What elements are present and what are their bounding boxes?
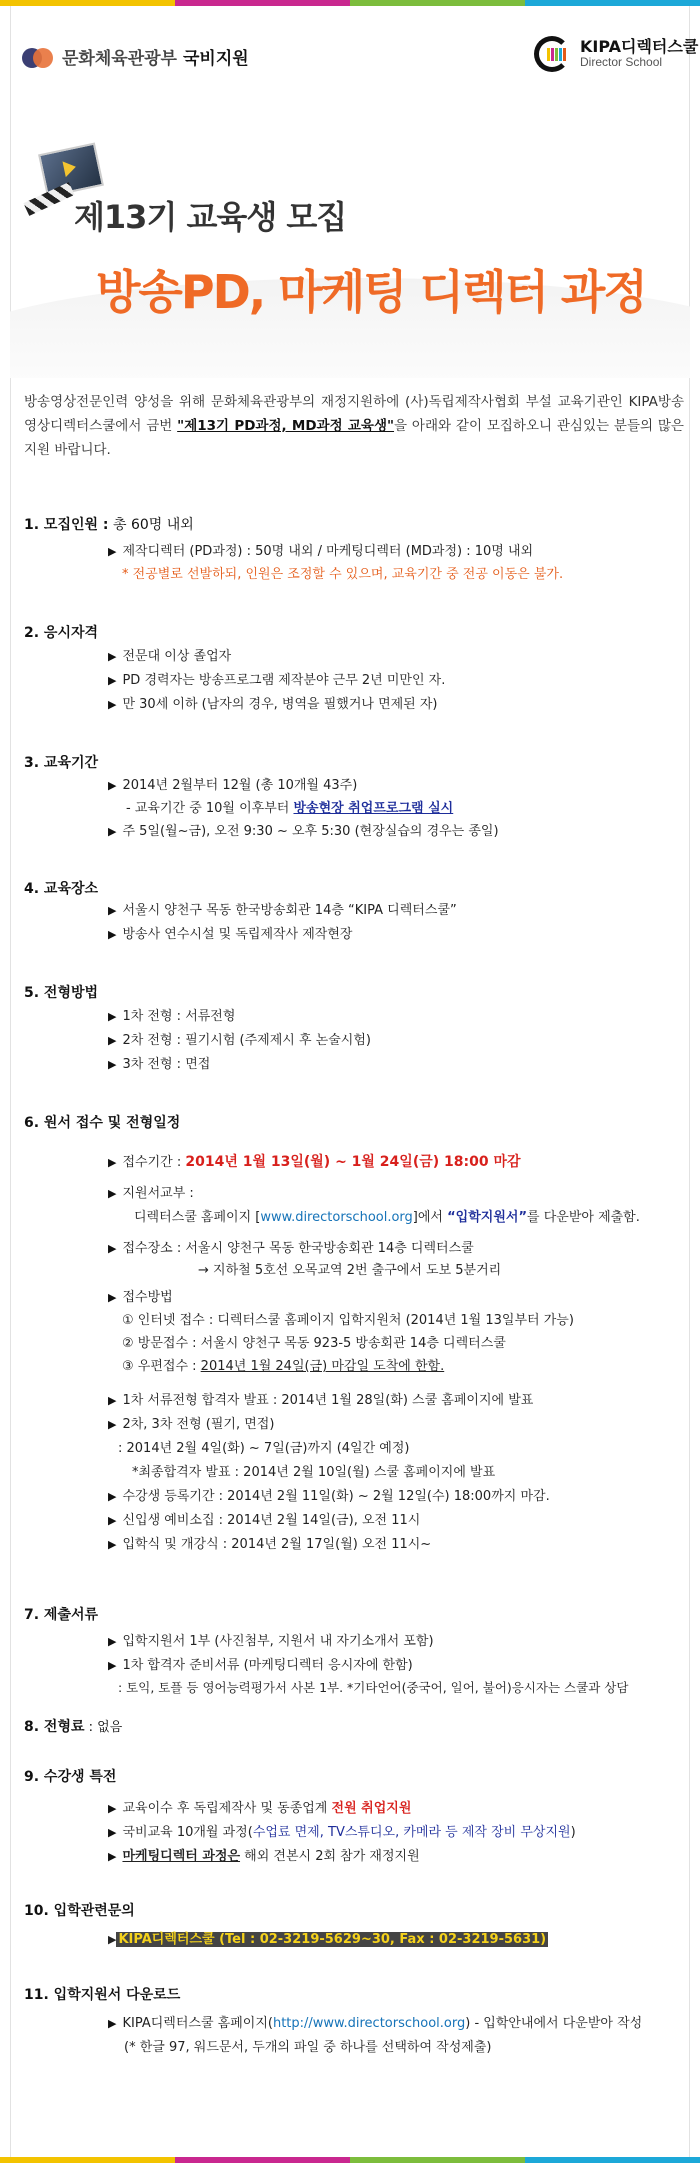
download-link[interactable]: http://www.directorschool.org	[272, 2016, 466, 2031]
contact-info: KIPA디렉터스쿨 (Tel : 02-3219-5629~30, Fax : 02-3219-5631)	[118, 1932, 547, 1947]
school-name: KIPA디렉터스쿨	[580, 37, 699, 57]
list-item: ③ 우편접수 : 2014년 1월 24일(금) 마감일 도착에 한함.	[122, 1359, 445, 1374]
list-item: ▶ 2차 전형 : 필기시험 (주제제시 후 논술시험)	[108, 1029, 371, 1048]
intro-text: 방송영상전문인력 양성을 위해 문화체육관광부의 재정지원하에 (사)독립제작사협회 부설 교육기관인 KIPA방송영상디렉터스쿨에서 금번	[24, 394, 684, 434]
list-item: ▶ 마케팅디렉터 과정은 해외 견본시 2회 참가 재정지원	[108, 1845, 420, 1864]
section-title-benefits: 9. 수강생 특전	[24, 1769, 117, 1785]
hero-banner	[10, 128, 690, 378]
section-title-download: 11. 입학지원서 다운로드	[24, 1987, 181, 2003]
ministry-logo-icon	[22, 46, 56, 68]
section-title-period: 3. 교육기간	[24, 755, 99, 771]
list-item: ▶ 2014년 2월부터 12월 (총 10개월 43주)	[108, 774, 357, 793]
list-item: ▶ 제작디렉터 (PD과정) : 50명 내외 / 마케팅디렉터 (MD과정) : 10명 내외	[108, 540, 533, 559]
school-logo[interactable]	[534, 36, 698, 72]
list-item: ▶ 전문대 이상 졸업자	[108, 645, 231, 664]
list-item: - 교육기간 중 10월 이후부터 방송현장 취업프로그램 실시	[126, 801, 454, 816]
section-title-fee: 8. 전형료 : 없음	[24, 1719, 123, 1735]
intro-text-end: 을 아래와 같이 모집하오니 관심있는 분들의 많은 지원 바랍니다.	[24, 418, 684, 458]
ministry-header	[22, 44, 249, 69]
intro-emphasis: "제13기 PD과정, MD과정 교육생"	[177, 418, 395, 434]
intro-paragraph	[24, 390, 684, 462]
hero-title: 제13기 교육생 모집	[74, 198, 347, 236]
list-item: → 지하철 5호선 오목교역 2번 출구에서 도보 5분거리	[198, 1263, 502, 1278]
list-item: (* 한글 97, 워드문서, 두개의 파일 중 하나를 선택하여 작성제출)	[124, 2040, 492, 2055]
list-item: ▶ 접수방법	[108, 1286, 173, 1305]
section-title-schedule: 6. 원서 접수 및 전형일정	[24, 1115, 181, 1131]
job-program-link[interactable]: 방송현장 취업프로그램 실시	[293, 801, 454, 816]
contact-line: ▶ KIPA디렉터스쿨 (Tel : 02-3219-5629~30, Fax : 02-3219-5631)	[108, 1932, 547, 1947]
list-item: ▶ 만 30세 이하 (남자의 경우, 병역을 필했거나 면제된 자)	[108, 693, 438, 712]
list-item: ▶ 주 5일(월~금), 오전 9:30 ~ 오후 5:30 (현장실습의 경우는 종일)	[108, 820, 499, 839]
section-title-selection: 5. 전형방법	[24, 985, 99, 1001]
list-item: : 토익, 토플 등 영어능력평가서 사본 1부. *기타언어(중국어, 일어, 불어)응시자는 스쿨과 상담	[118, 1680, 629, 1695]
list-item: ▶ 서울시 양천구 목동 한국방송회관 14층 “KIPA 디렉터스쿨”	[108, 899, 457, 918]
section-title-documents: 7. 제출서류	[24, 1607, 99, 1623]
homepage-link[interactable]: www.directorschool.org	[260, 1210, 413, 1225]
list-item: ▶ 교육이수 후 독립제작사 및 동종업계 전원 취업지원	[108, 1797, 411, 1816]
list-item: ▶ 방송사 연수시설 및 독립제작사 제작현장	[108, 923, 352, 942]
section-title-location: 4. 교육장소	[24, 881, 99, 897]
list-item: ▶ 국비교육 10개월 과정(수업료 면제, TV스튜디오, 카메라 등 제작 장비 무상지원)	[108, 1821, 576, 1840]
list-item: ▶ 3차 전형 : 면접	[108, 1053, 210, 1072]
hero-subtitle: 방송PD, 마케팅 디렉터 과정	[96, 265, 646, 319]
list-item: : 2014년 2월 4일(화) ~ 7일(금)까지 (4일간 예정)	[118, 1441, 410, 1456]
school-sub: Director School	[580, 55, 663, 70]
list-item: ▶ 입학지원서 1부 (사진첨부, 지원서 내 자기소개서 포함)	[108, 1630, 434, 1649]
list-item: ▶ 접수기간 : 2014년 1월 13일(월) ~ 1월 24일(금) 18:00 마감	[108, 1151, 521, 1171]
list-item: ▶ 지원서교부 :	[108, 1182, 194, 1201]
list-item: ① 인터넷 접수 : 디렉터스쿨 홈페이지 입학지원처 (2014년 1월 13일부터 가능)	[122, 1313, 574, 1328]
list-item: ▶ 입학식 및 개강식 : 2014년 2월 17일(월) 오전 11시~	[108, 1533, 431, 1552]
ministry-support: 국비지원	[182, 49, 249, 69]
list-item: ▶ 접수장소 : 서울시 양천구 목동 한국방송회관 14층 디렉터스쿨	[108, 1237, 474, 1256]
note-text: * 전공별로 선발하되, 인원은 조정할 수 있으며, 교육기간 중 전공 이동은 불가.	[122, 567, 564, 582]
section-title-recruitment: 1. 모집인원 : 총 60명 내외	[24, 517, 194, 533]
section-title-qualification: 2. 응시자격	[24, 625, 99, 641]
list-item: ▶ PD 경력자는 방송프로그램 제작분야 근무 2년 미만인 자.	[108, 669, 445, 688]
kipa-logo-icon	[534, 36, 576, 72]
list-item: ▶ 1차 전형 : 서류전형	[108, 1005, 235, 1024]
list-item: ▶ KIPA디렉터스쿨 홈페이지(http://www.directorschool.org) - 입학안내에서 다운받아 작성	[108, 2012, 642, 2031]
bottom-color-stripe	[0, 2157, 700, 2163]
ministry-name: 문화체육관광부	[62, 49, 177, 69]
deadline-text: 2014년 1월 13일(월) ~ 1월 24일(금) 18:00 마감	[185, 1154, 521, 1170]
list-item: 디렉터스쿨 홈페이지 [www.directorschool.org]에서 “입학지원서”를 다운받아 제출함.	[134, 1210, 640, 1225]
list-item: ▶ 1차 서류전형 합격자 발표 : 2014년 1월 28일(화) 스쿨 홈페이지에 발표	[108, 1389, 533, 1408]
list-item: ▶ 신입생 예비소집 : 2014년 2월 14일(금), 오전 11시	[108, 1509, 420, 1528]
list-item: ▶ 2차, 3차 전형 (필기, 면접)	[108, 1413, 274, 1432]
list-item: ② 방문접수 : 서울시 양천구 목동 923-5 방송회관 14층 디렉터스쿨	[122, 1336, 506, 1351]
section-title-inquiry: 10. 입학관련문의	[24, 1903, 135, 1919]
list-item: ▶ 수강생 등록기간 : 2014년 2월 11일(화) ~ 2월 12일(수) 18:00까지 마감.	[108, 1485, 550, 1504]
list-item: *최종합격자 발표 : 2014년 2월 10일(월) 스쿨 홈페이지에 발표	[132, 1465, 496, 1480]
list-item: ▶ 1차 합격자 준비서류 (마케팅디렉터 응시자에 한함)	[108, 1654, 413, 1673]
